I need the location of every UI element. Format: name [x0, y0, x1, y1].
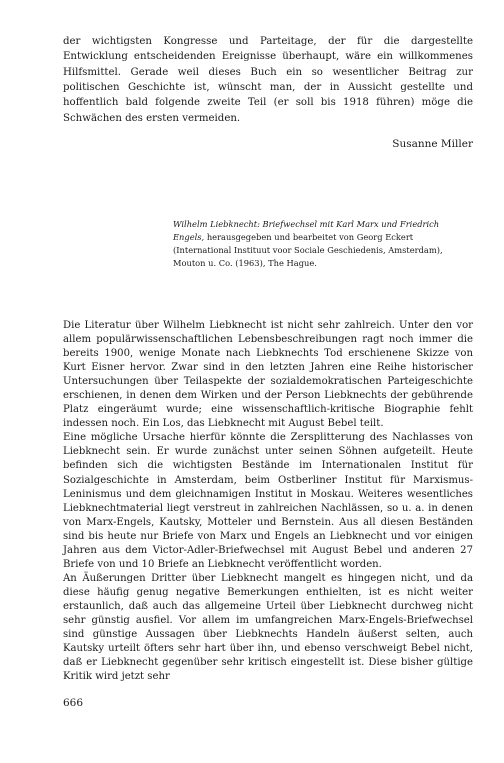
body-paragraph: An Äußerungen Dritter über Liebknecht mangelt es hingegen nicht, und da diese häufig genug negative Bemerkungen enthielten, ist es nicht weiter erstaunlich, daß auch das allgemeine Urteil über Liebknecht durchweg nicht sehr günstig ausfiel. Vor allem im umfangreichen Marx-Engels-Briefwechsel sind günstige Aussagen über Liebknechts Handeln äußerst selten, auch Kautsky urteilt öfters sehr hart über ihn, und ebenso verschweigt Bebel nicht, daß er Liebknecht gegenüber sehr kritisch eingestellt ist. Diese bisher gültige Kritik wird jetzt sehr — [63, 572, 473, 683]
body-paragraph: Die Literatur über Wilhelm Liebknecht ist nicht sehr zahlreich. Unter den vor allem populärwissenschaftlichen Lebensbeschreibungen ragt noch immer die bereits 1900, wenige Monate nach Liebknechts Tod erschienene Skizze von Kurt Eisner hervor. Zwar sind in den letzten Jahren eine Reihe historischer Untersuchungen über Teilaspekte der sozialdemokratischen Parteigeschichte erschienen, in denen dem Wirken und der Person Liebknechts der gebührende Platz eingeräumt wurde; eine wissenschaftlich-kritische Biographie fehlt indessen noch. Ein Los, das Liebknecht mit August Bebel teilt. — [63, 320, 473, 430]
top-paragraph: der wichtigsten Kongresse und Parteitage, der für die dargestellte Entwicklung entscheidenden Ereignisse überhaupt, wäre ein willkommenes Hilfsmittel. Gerade weil dieses Buch ein so wesentlicher Beitrag zur politischen Geschichte ist, wünscht man, der in Aussicht gestellte und hoffentlich bald folgende zweite Teil (er soll bis 1918 führen) möge die Schwächen des ersten vermeiden. — [63, 36, 473, 124]
reviewed-book-title: Wilhelm Liebknecht: Briefwechsel mit Karl Marx und Friedrich Engels, — [173, 219, 440, 243]
reviewed-book-details: herausgegeben und bearbeitet von Georg Eckert (International Instituut voor Sociale Geschiedenis, Amsterdam), Mouton u. Co. (1963), The Hague. — [173, 232, 443, 269]
review-header — [173, 218, 472, 270]
review-author-signature: Susanne Miller — [392, 138, 473, 150]
previous-review-end — [63, 34, 473, 126]
body-paragraph: Eine mögliche Ursache hierfür könnte die Zersplitterung des Nachlasses von Liebknecht sein. Er wurde zunächst unter seinen Söhnen aufgeteilt. Heute befinden sich die wichtigsten Bestände im Internationalen Institut für Sozialgeschichte in Amsterdam, beim Ostberliner Institut für Marxismus-Leninismus und dem gleichnamigen Institut in Moskau. Weiteres wesentliches Liebknechtmaterial liegt verstreut in zahlreichen Nachlässen, so u. a. in denen von Marx-Engels, Kautsky, Motteler und Bernstein. Aus all diesen Beständen sind bis heute nur Briefe von Marx und Engels an Liebknecht und vor einigen Jahren aus dem Victor-Adler-Briefwechsel mit August Bebel und anderen 27 Briefe von und 10 Briefe an Liebknecht veröffentlicht worden. — [63, 432, 473, 570]
review-body — [63, 319, 473, 684]
page-number: 666 — [63, 697, 84, 709]
